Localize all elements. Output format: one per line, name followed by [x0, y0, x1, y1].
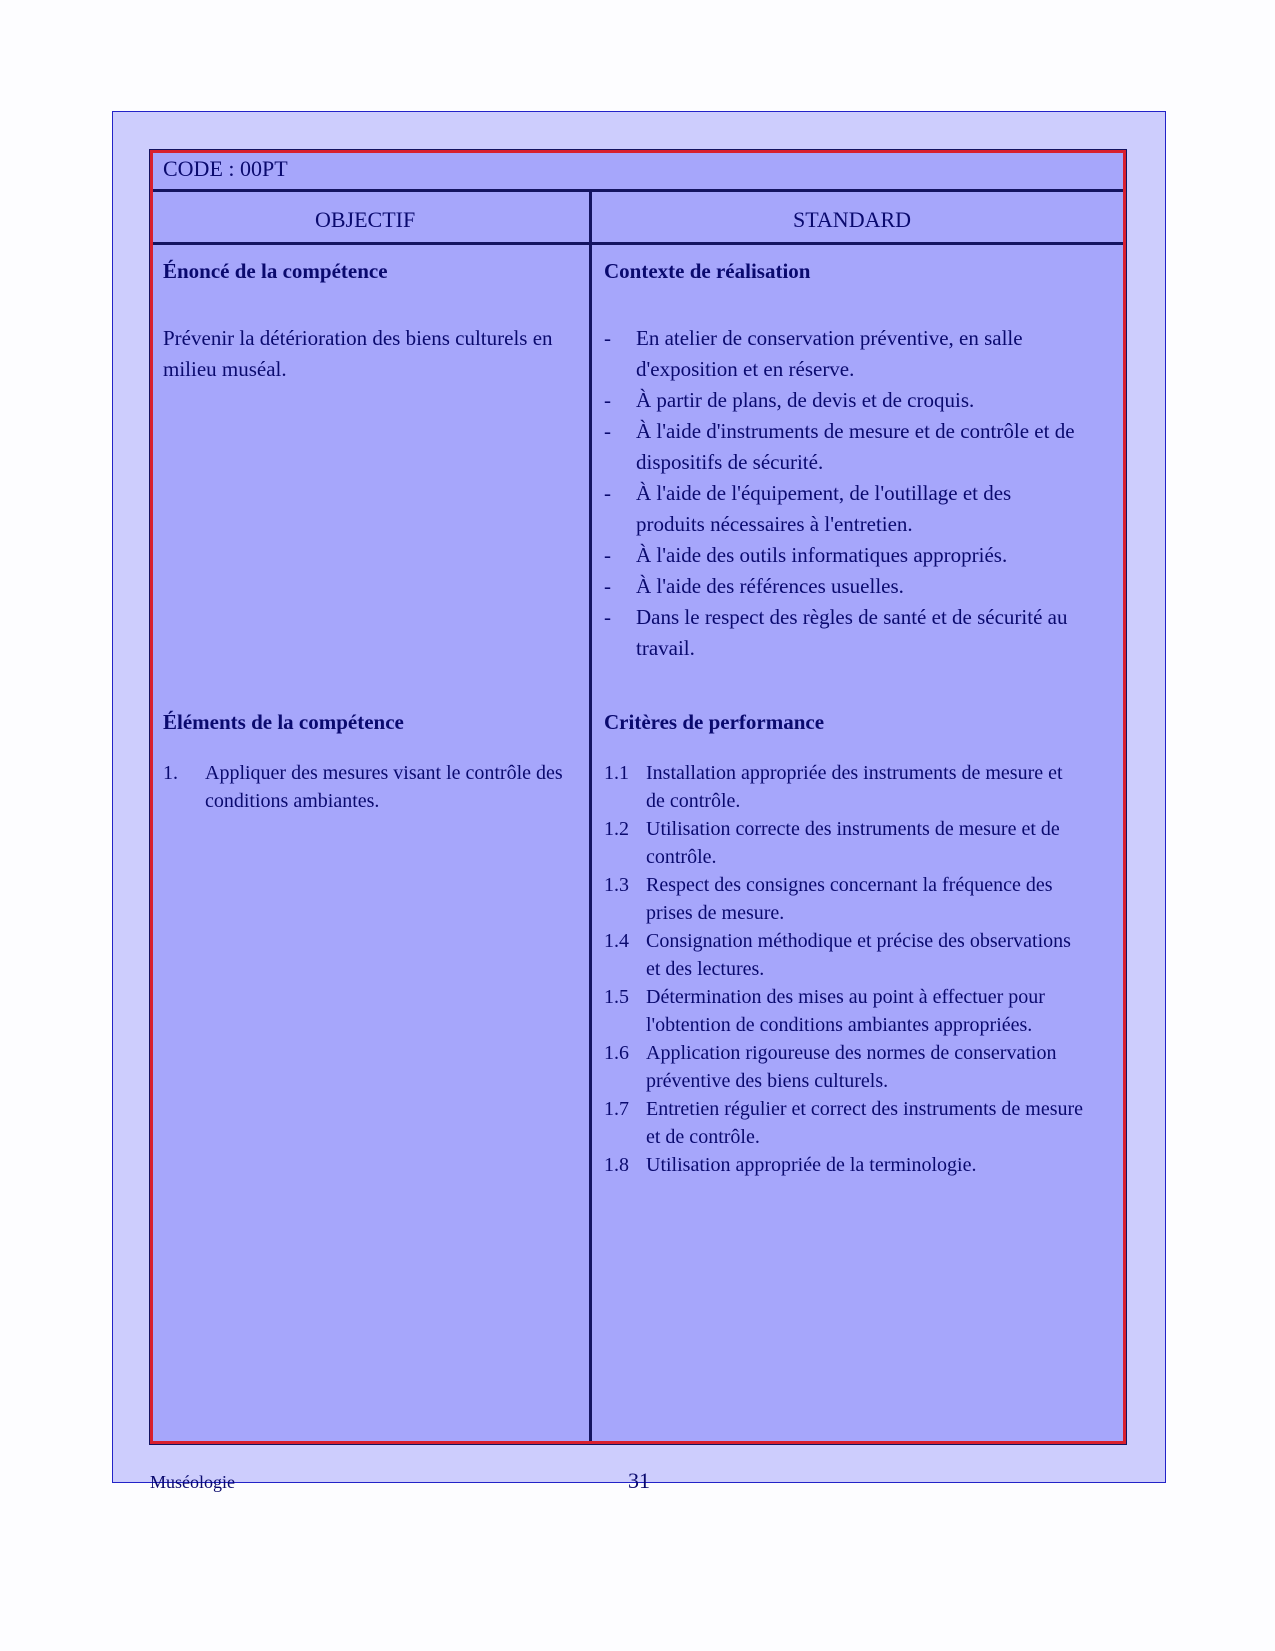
column-divider	[589, 192, 592, 1441]
criteres-title: Critères de performance	[604, 710, 825, 734]
elements-title: Éléments de la compétence	[163, 710, 404, 734]
contexte-item	[604, 385, 1079, 416]
criteres-list	[604, 759, 1084, 1179]
critere-number: 1.7	[604, 1098, 629, 1120]
contexte-item	[604, 540, 1079, 571]
contexte-item-text: Dans le respect des règles de santé et de sécurité au travail.	[636, 605, 1068, 660]
contexte-item	[604, 416, 1079, 478]
critere-text: Utilisation appropriée de la terminologie.	[646, 1154, 977, 1176]
enonce-text: Prévenir la détérioration des biens culturels en milieu muséal.	[163, 326, 553, 381]
element-number: 1.	[163, 762, 178, 784]
critere-text: Consignation méthodique et précise des observations et des lectures.	[646, 930, 1071, 980]
competency-table	[150, 150, 1126, 1444]
critere-number: 1.8	[604, 1154, 629, 1176]
critere-item	[604, 1095, 1084, 1151]
critere-text: Détermination des mises au point à effectuer pour l'obtention de conditions ambiantes appropriées.	[646, 986, 1045, 1036]
critere-text: Utilisation correcte des instruments de mesure et de contrôle.	[646, 818, 1060, 868]
contexte-item-text: À l'aide des outils informatiques appropriés.	[636, 543, 1008, 567]
code-label: CODE : 00PT	[163, 156, 288, 181]
contexte-item-text: À l'aide de l'équipement, de l'outillage et des produits nécessaires à l'entretien.	[636, 481, 1012, 536]
critere-number: 1.5	[604, 986, 629, 1008]
page-number: 31	[628, 1468, 650, 1493]
enonce-title: Énoncé de la compétence	[163, 259, 388, 283]
contexte-item	[604, 571, 1079, 602]
objectif-header: OBJECTIF	[315, 207, 416, 232]
critere-number: 1.1	[604, 762, 629, 784]
element-item	[163, 759, 563, 815]
critere-item	[604, 871, 1084, 927]
contexte-item-text: À l'aide des références usuelles.	[636, 574, 904, 598]
standard-header: STANDARD	[793, 207, 912, 232]
header-row	[153, 192, 1123, 245]
contexte-item-text: À partir de plans, de devis et de croquis.	[636, 388, 975, 412]
bullet-dash: -	[604, 388, 611, 412]
contexte-item-text: En atelier de conservation préventive, en salle d'exposition et en réserve.	[636, 326, 1023, 381]
contexte-item	[604, 602, 1079, 664]
bullet-dash: -	[604, 543, 611, 567]
bullet-dash: -	[604, 605, 611, 629]
contexte-item-text: À l'aide d'instruments de mesure et de contrôle et de dispositifs de sécurité.	[636, 419, 1075, 474]
critere-text: Entretien régulier et correct des instruments de mesure et de contrôle.	[646, 1098, 1084, 1148]
bullet-dash: -	[604, 419, 611, 443]
contexte-item	[604, 478, 1079, 540]
bullet-dash: -	[604, 574, 611, 598]
critere-item	[604, 983, 1084, 1039]
bullet-dash: -	[604, 481, 611, 505]
critere-text: Respect des consignes concernant la fréquence des prises de mesure.	[646, 874, 1053, 924]
critere-item	[604, 1039, 1084, 1095]
footer-program: Muséologie	[150, 1472, 235, 1492]
code-row	[153, 153, 1123, 192]
contexte-title: Contexte de réalisation	[604, 259, 811, 283]
critere-item	[604, 759, 1084, 815]
critere-text: Installation appropriée des instruments de mesure et de contrôle.	[646, 762, 1063, 812]
page-footer	[150, 1470, 650, 1494]
critere-number: 1.3	[604, 874, 629, 896]
critere-item	[604, 815, 1084, 871]
critere-item	[604, 1151, 1084, 1179]
critere-number: 1.2	[604, 818, 629, 840]
critere-item	[604, 927, 1084, 983]
bullet-dash: -	[604, 326, 611, 350]
critere-text: Application rigoureuse des normes de conservation préventive des biens culturels.	[646, 1042, 1057, 1092]
critere-number: 1.6	[604, 1042, 629, 1064]
element-text: Appliquer des mesures visant le contrôle des conditions ambiantes.	[205, 762, 563, 812]
contexte-item	[604, 323, 1079, 385]
critere-number: 1.4	[604, 930, 629, 952]
elements-list	[163, 759, 563, 815]
contexte-list	[604, 323, 1079, 664]
